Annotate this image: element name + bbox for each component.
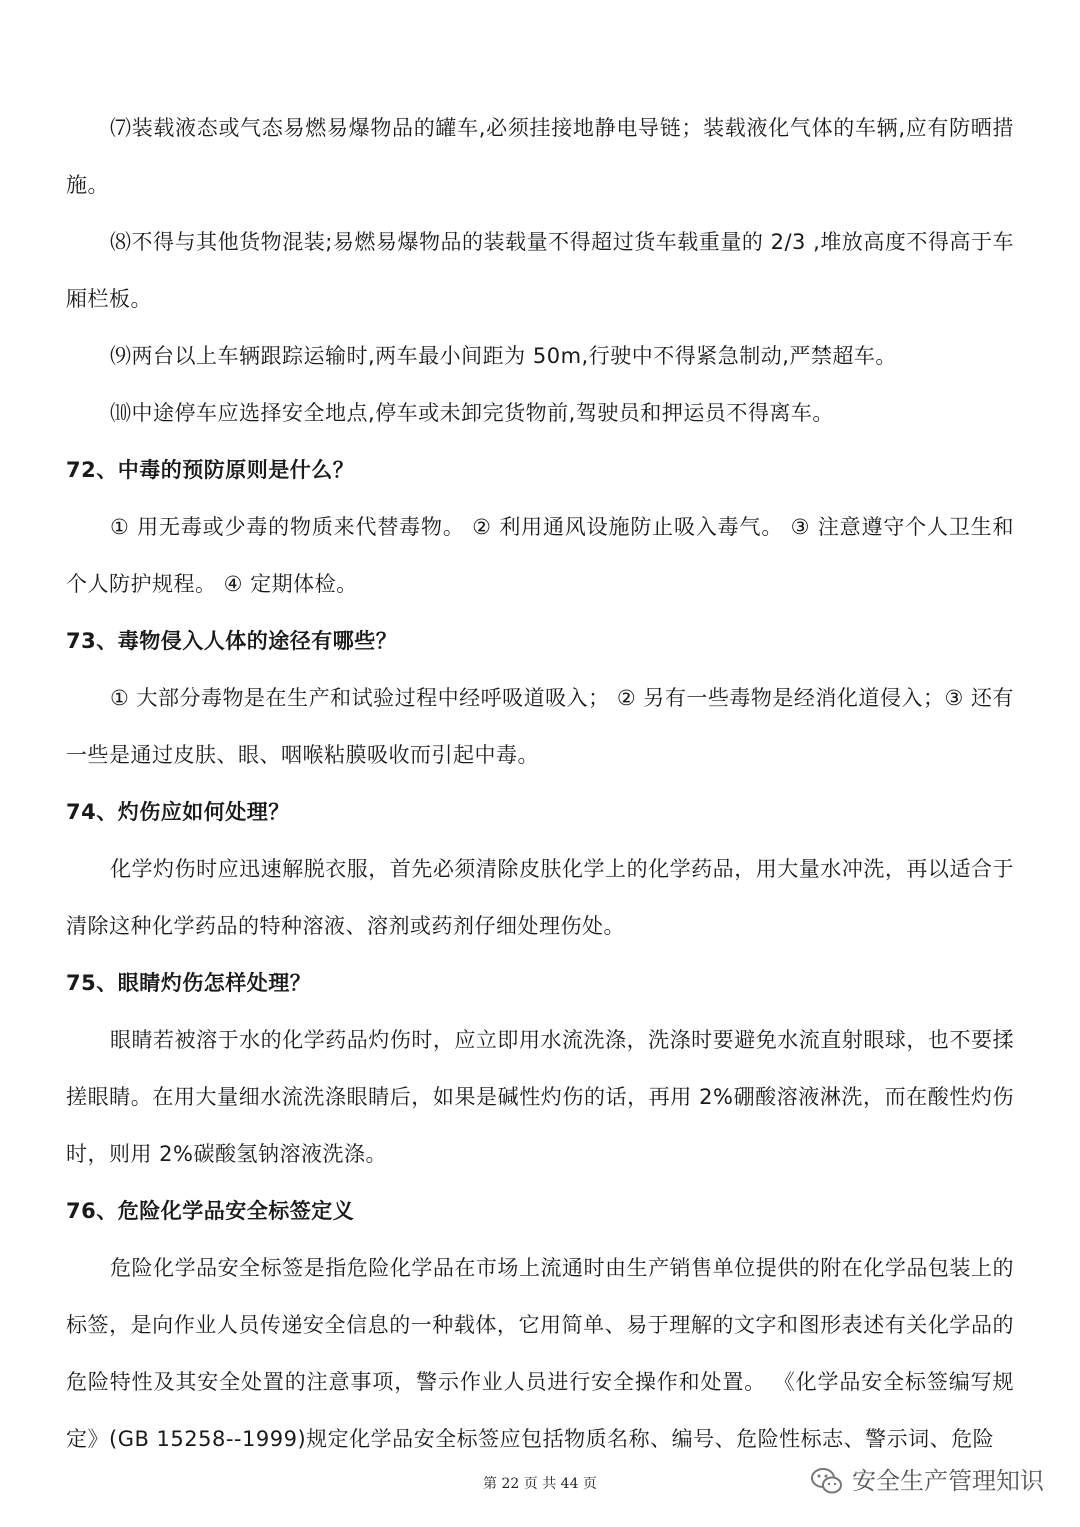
paragraph: ⑻不得与其他货物混装;易燃易爆物品的装载量不得超过货车载重量的 2/3 ,堆放高度不得高于车厢栏板。 (66, 230, 1014, 311)
question-heading: 75、眼睛灼伤怎样处理？ (66, 971, 312, 995)
question-heading: 72、中毒的预防原则是什么？ (66, 458, 355, 482)
paragraph: 化学灼伤时应迅速解脱衣服，首先必须清除皮肤化学上的化学药品，用大量水冲洗，再以适合于清除这种化学药品的特种溶液、溶剂或药剂仔细处理伤处。 (66, 857, 1014, 938)
question-heading: 76、危险化学品安全标签定义 (66, 1199, 355, 1223)
watermark-text: 安全生产管理知识 (852, 1467, 1044, 1495)
paragraph: ⑺装载液态或气态易燃易爆物品的罐车,必须挂接地静电导链；装载液化气体的车辆,应有防晒措施。 (66, 116, 1014, 197)
paragraph: ⑼两台以上车辆跟踪运输时,两车最小间距为 50m,行驶中不得紧急制动,严禁超车。 (110, 344, 897, 368)
watermark (810, 1464, 1044, 1498)
wechat-icon (810, 1466, 844, 1496)
paragraph: 眼睛若被溶于水的化学药品灼伤时，应立即用水流洗涤，洗涤时要避免水流直射眼球，也不要揉搓眼睛。在用大量细水流洗涤眼睛后，如果是碱性灼伤的话，再用 2%硼酸溶液淋洗，而在酸性灼伤时，则用 2%碳酸氢钠溶液洗涤。 (66, 1028, 1014, 1166)
paragraph: 危险化学品安全标签是指危险化学品在市场上流通时由生产销售单位提供的附在化学品包装上的标签，是向作业人员传递安全信息的一种载体，它用简单、易于理解的文字和图形表述有关化学品的危险特性及其安全处置的注意事项，警示作业人员进行安全操作和处置。 《化学品安全标签编写规定》(GB 15258--1999)规定化学品安全标签应包括物质名称、编号、危险性标志、警示词、危险 (66, 1256, 1014, 1451)
page-number: 第 22 页 共 44 页 (483, 1476, 597, 1492)
question-heading: 74、灼伤应如何处理？ (66, 800, 290, 824)
document-body (66, 100, 1014, 1468)
question-heading: 73、毒物侵入人体的途径有哪些？ (66, 629, 398, 653)
paragraph: ⑽中途停车应选择安全地点,停车或未卸完货物前,驾驶员和押运员不得离车。 (110, 401, 834, 425)
page-footer (0, 1467, 1080, 1500)
paragraph: ① 大部分毒物是在生产和试验过程中经呼吸道吸入； ② 另有一些毒物是经消化道侵入；③ 还有一些是通过皮肤、眼、咽喉粘膜吸收而引起中毒。 (66, 686, 1014, 767)
paragraph: ① 用无毒或少毒的物质来代替毒物。 ② 利用通风设施防止吸入毒气。 ③ 注意遵守个人卫生和个人防护规程。 ④ 定期体检。 (66, 515, 1014, 596)
